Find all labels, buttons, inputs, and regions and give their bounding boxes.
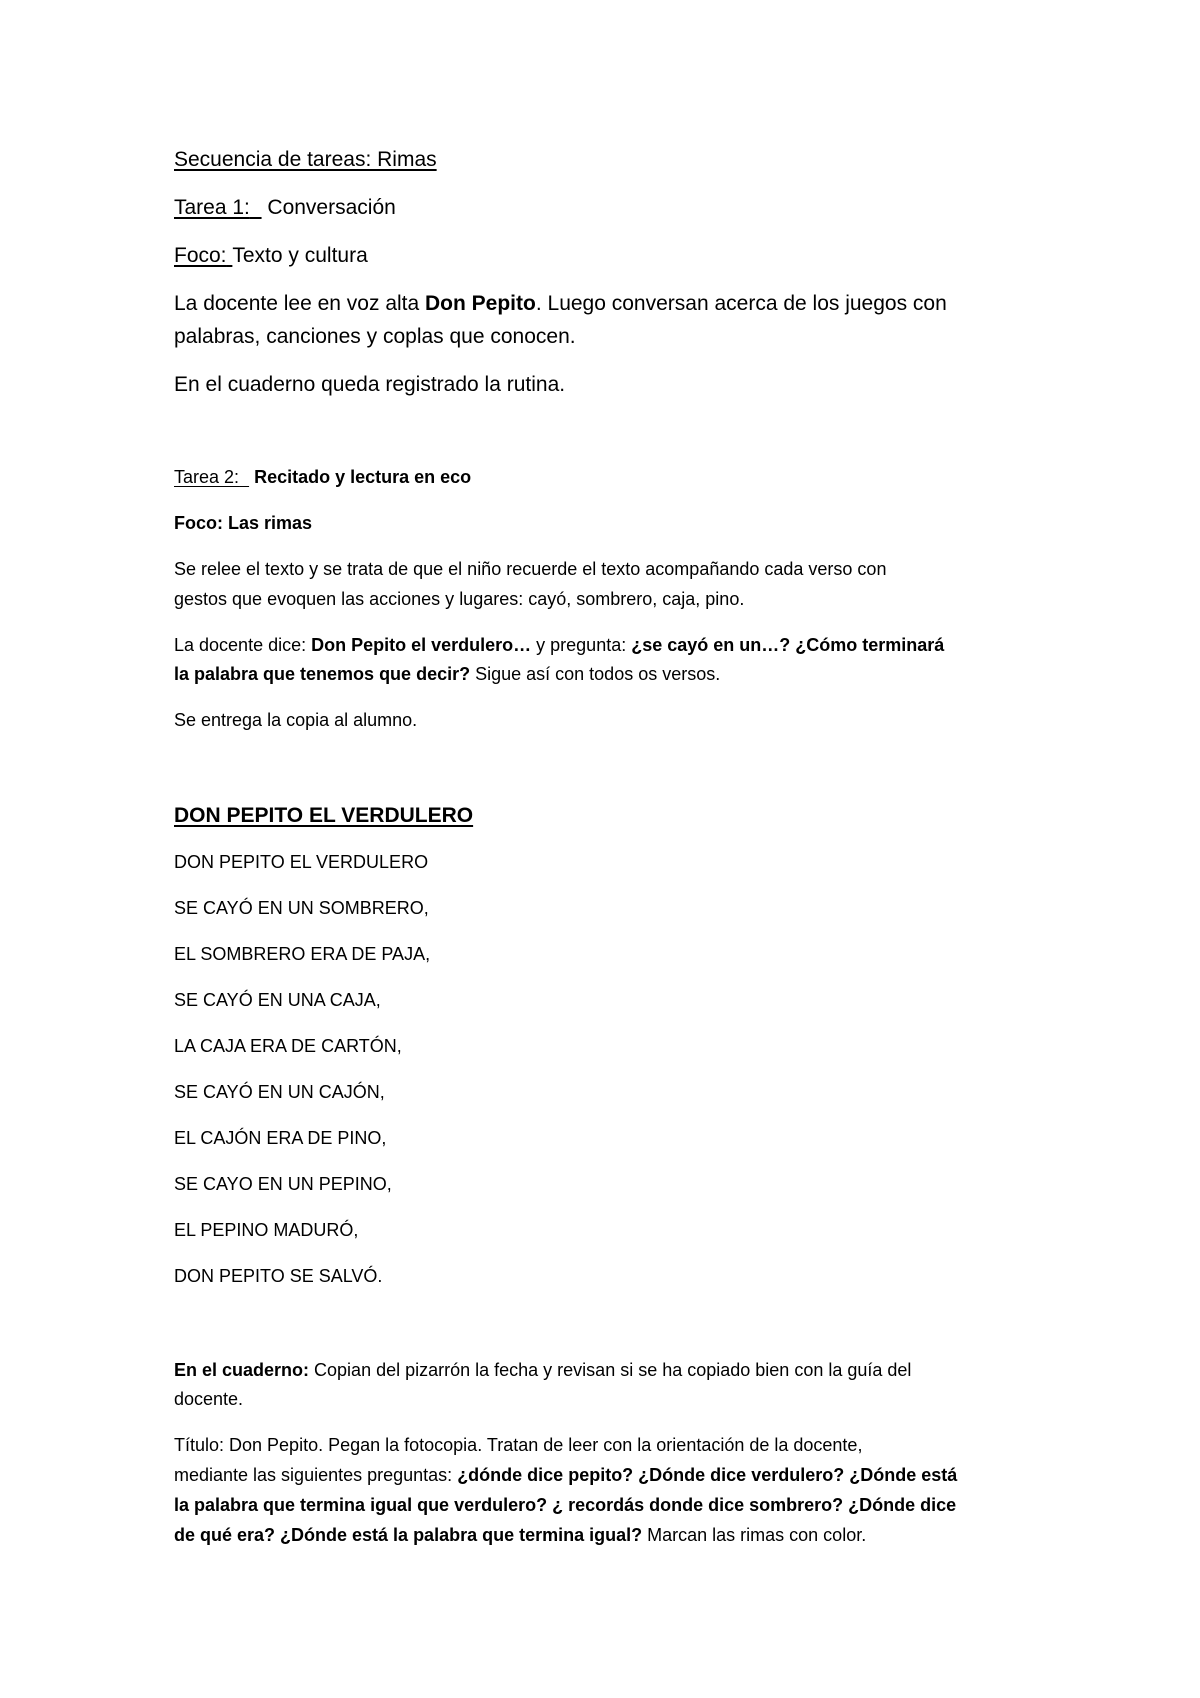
poem-verse: SE CAYÓ EN UN SOMBRERO,	[174, 898, 429, 918]
task1-focus-value: Texto y cultura	[232, 244, 368, 267]
notebook-line4-text: mediante las siguientes preguntas:	[174, 1465, 458, 1485]
task2-p2-bold-question: la palabra que tenemos que decir?	[174, 664, 471, 684]
task1-focus-line	[174, 245, 368, 266]
task2-paragraph-line2: gestos que evoquen las acciones y lugares: cayó, sombrero, caja, pino.	[174, 589, 745, 609]
task1-paragraph2: En el cuaderno queda registrado la rutina.	[174, 373, 566, 396]
task1-title-line	[174, 197, 396, 218]
task2-p2-text-rest: Sigue así con todos os versos.	[470, 664, 721, 684]
notebook-line6	[174, 1526, 866, 1544]
task2-title-line	[174, 468, 471, 486]
task2-paragraph3: Se entrega la copia al alumno.	[174, 710, 418, 730]
notebook-line2: docente.	[174, 1389, 244, 1409]
notebook-label: En el cuaderno:	[174, 1360, 310, 1380]
notebook-line6-bold: de qué era? ¿Dónde está la palabra que termina igual?	[174, 1525, 643, 1545]
poem-title: DON PEPITO EL VERDULERO	[174, 804, 474, 827]
poem-verse: EL PEPINO MADURÓ,	[174, 1220, 359, 1240]
notebook-line5: la palabra que termina igual que verdulero? ¿ recordás donde dice sombrero? ¿Dónde dice	[174, 1495, 957, 1515]
notebook-line4-bold: ¿dónde dice pepito? ¿Dónde dice verdulero? ¿Dónde está	[457, 1465, 958, 1485]
task1-title: Conversación	[267, 196, 396, 219]
poem-verse: EL SOMBRERO ERA DE PAJA,	[174, 944, 431, 964]
task1-label: Tarea 1:	[174, 196, 250, 219]
task2-p2-bold-d: ¿se cayó en un…? ¿Cómo terminará	[631, 635, 945, 655]
poem-verse: DON PEPITO EL VERDULERO	[174, 852, 429, 872]
task2-p2-bold-b: Don Pepito el verdulero…	[311, 635, 532, 655]
task1-p1-text-a: La docente lee en voz alta	[174, 292, 426, 315]
task1-p1-text-c: . Luego conversan acerca de los juegos con	[535, 292, 947, 315]
task1-paragraph-line1	[174, 293, 947, 314]
poem-verse: EL CAJÓN ERA DE PINO,	[174, 1128, 387, 1148]
task2-title: Recitado y lectura en eco	[254, 467, 472, 487]
notebook-line3: Título: Don Pepito. Pegan la fotocopia. Tratan de leer con la orientación de la docente,	[174, 1435, 863, 1455]
task2-paragraph2-line1	[174, 636, 944, 654]
task2-focus: Foco: Las rimas	[174, 513, 313, 533]
poem-verse: SE CAYÓ EN UN CAJÓN,	[174, 1082, 385, 1102]
poem-verse: SE CAYÓ EN UNA CAJA,	[174, 990, 381, 1010]
poem-verse: SE CAYO EN UN PEPINO,	[174, 1174, 392, 1194]
task2-p2-text-c: y pregunta:	[531, 635, 632, 655]
task2-label: Tarea 2:	[174, 467, 240, 487]
task1-p1-bold-title: Don Pepito	[425, 292, 536, 315]
task2-p2-text-a: La docente dice:	[174, 635, 312, 655]
document-heading: Secuencia de tareas: Rimas	[174, 148, 437, 171]
notebook-line6-text: Marcan las rimas con color.	[642, 1525, 867, 1545]
task2-paragraph-line1: Se relee el texto y se trata de que el niño recuerde el texto acompañando cada verso con	[174, 559, 887, 579]
task1-focus-label: Foco:	[174, 244, 227, 267]
task2-paragraph2-line2	[174, 665, 720, 683]
poem-verse: DON PEPITO SE SALVÓ.	[174, 1266, 383, 1286]
task1-paragraph-line2: palabras, canciones y coplas que conocen.	[174, 325, 576, 348]
notebook-line1-text: Copian del pizarrón la fecha y revisan si se ha copiado bien con la guía del	[309, 1360, 912, 1380]
notebook-line4	[174, 1466, 957, 1484]
poem-verse: LA CAJA ERA DE CARTÓN,	[174, 1036, 402, 1056]
notebook-line1	[174, 1361, 911, 1379]
